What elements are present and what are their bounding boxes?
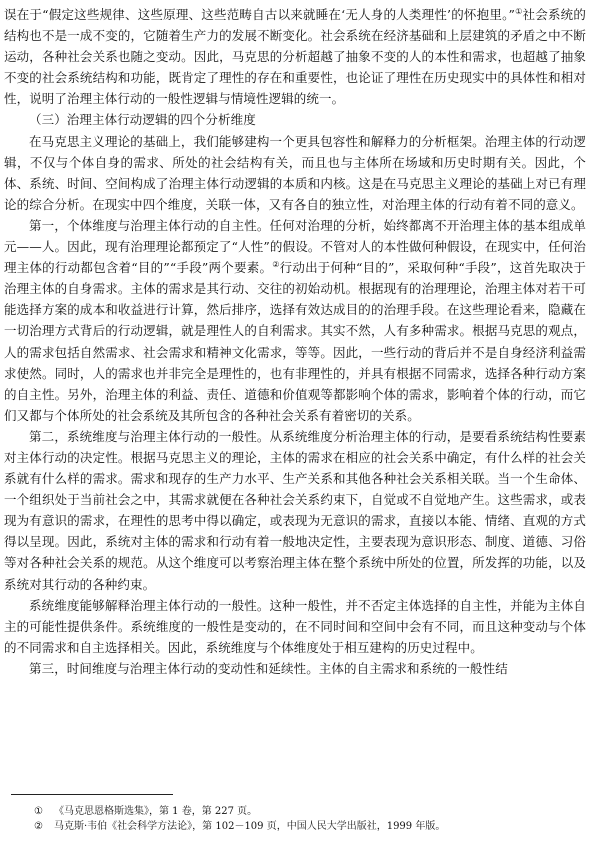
footnote-mark: ① [34, 806, 43, 817]
paragraph-system-generality: 系统维度能够解释治理主体行动的一般性。这种一般性，并不否定主体选择的自主性，并能为主体自主的可能性提供条件。系统维度的一般性是变动的，在不同时间和空间中会有不同，而且这种变动与个体的不同需求和自主选择相关。因此，系统维度与个体维度处于相互建构的历史过程中。 [4, 597, 586, 655]
paragraph-text: 第一，个体维度与治理主体行动的自主性。任何对治理的分析，始终都离不开治理主体的基本组成单元——人。因此，现有治理理论都预定了“人性”的假设。不管对人的本性做何种假设，在现实中，任何治理主体的行动都包含着“目的”“手段”两个要素。 [4, 217, 586, 276]
paragraph-continued [4, 4, 586, 109]
footnote-ref-2[interactable]: ② [272, 259, 280, 269]
paragraph-text: 行动出于何种“目的”，采取何种“手段”，这首先取决于治理主体的自身需求。主体的需求是其行动、交往的初始动机。根据现有的治理理论，治理主体对若干可能选择方案的成本和收益进行计算，然后排序，选择有效达成目的的治理手段。在这些理论看来，隐藏在一切治理方式背后的行动逻辑，就是理性人的自利需求。其实不然，人有多种需求。根据马克思的观点，人的需求包括自然需求、社会需求和精神文化需求，等等。因此，一些行动的背后并不是自身经济利益需求使然。同时，人的需求也并非完全是理性的，也有非理性的，并具有根据不同需求，选择各种行动方案的自主性。另外，治理主体的利益、责任、道德和价值观等都影响个体的需求，影响着个体的行动，而它们又都与个体所处的社会系统及其所包含的各种社会关系有着密切的关系。 [4, 260, 586, 423]
footnote-mark: ② [34, 821, 43, 832]
footnote-divider [11, 794, 173, 795]
footnote-2 [34, 819, 594, 834]
footnote-text: 马克斯·韦伯《社会科学方法论》，第 102－109 页，中国人民大学出版社，1999 年版。 [54, 821, 446, 832]
footnote-ref-1[interactable]: ① [515, 6, 523, 16]
paragraph-text: 误在于“假定这些规律、这些原理、这些范畴自古以来就睡在‘无人身的人类理性’的怀抱里。” [4, 7, 516, 22]
paragraph-framework: 在马克思主义理论的基础上，我们能够建构一个更具包容性和解释力的分析框架。治理主体的行动逻辑，不仅与个体自身的需求、所处的社会结构有关，而且也与主体所在场域和历史时期有关。因此，个体、系统、时间、空间构成了治理主体行动逻辑的本质和内核。这是在马克思主义理论的基础上对已有理论的综合分析。在现实中四个维度，关联一体，又有各自的独立性，对治理主体的行动有着不同的意义。 [4, 133, 586, 212]
body-text [4, 4, 586, 679]
paragraph-system-dimension: 第二，系统维度与治理主体行动的一般性。从系统维度分析治理主体的行动，是要看系统结构性要素对主体行动的决定性。根据马克思主义的理论，主体的需求在相应的社会关系中确定，有什么样的社会关系就有什么样的需求。需求和现存的生产力水平、生产关系和其他各种社会关系相关联。当一个生命体、一个组织处于当前社会之中，其需求就便在各种社会关系约束下，自觉或不自觉地产生。这些需求，或表现为有意识的需求，在理性的思考中得以确定，或表现为无意识的需求，直接以本能、情绪、直观的方式得以呈现。因此，系统对主体的需求和行动有着一般地决定性，主要表现为意识形态、制度、道德、习俗等对各种社会关系的规范。从这个维度可以考察治理主体在整个系统中所处的位置，所发挥的功能，以及系统对其行动的各种约束。 [4, 428, 586, 592]
section-heading: （三）治理主体行动逻辑的四个分析维度 [29, 112, 256, 128]
paragraph-text: 社会系统的结构也不是一成不变的，它随着生产力的发展不断变化。社会系统在经济基础和上层建筑的矛盾之中不断运动，各种社会关系也随之变动。因此，马克思的分析超越了抽象不变的人的本性和需求，也超越了抽象不变的社会系统结构和功能，既肯定了理性的存在和重要性，也论证了理性在历史现实中的具体性和相对性，说明了治理主体行动的一般性逻辑与情境性逻辑的统一。 [4, 7, 586, 107]
paragraph-individual-dimension [4, 215, 586, 426]
paragraph-time-dimension: 第三，时间维度与治理主体行动的变动性和延续性。主体的自主需求和系统的一般性结 [29, 660, 508, 676]
footnote-text: 《马克思恩格斯选集》，第 1 卷，第 227 页。 [54, 806, 258, 817]
footnote-1 [34, 804, 594, 819]
footnotes [34, 804, 594, 834]
